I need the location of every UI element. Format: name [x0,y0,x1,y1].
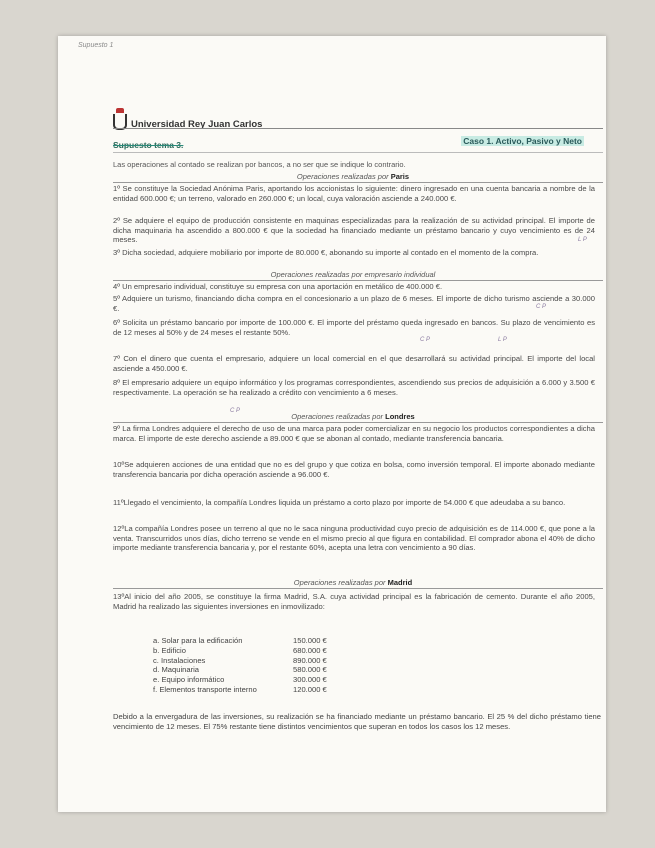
list-item: a. Solar para la edificación 150.000 € [153,636,327,645]
university-name: Universidad Rey Juan Carlos [131,119,263,130]
operation-7: 7º Con el dinero que cuenta el empresario, adquiere un local comercial en el que desarrollará su actividad principal. El importe del local asciende a 450.000 €. [113,354,595,373]
operation-1: 1º Se constituye la Sociedad Anónima Paris, aportando los accionistas lo siguiente: dinero ingresado en una cuenta bancaria a nombre de la entidad 600.000 €; un terreno, valorado en 260.000 €; un local, cuya valoración asciende a 240.000 €. [113,184,595,203]
section-londres: Operaciones realizadas por Londres [291,412,415,421]
document-title: Supuesto tema 3. [113,140,184,150]
urjc-logo-icon [113,108,127,130]
section-rule [113,182,603,183]
operation-11: 11ºLlegado el vencimiento, la compañía Londres liquida un préstamo a corto plazo por importe de 54.000 € que adeudaba a su banco. [113,498,566,507]
list-item: c. Instalaciones 890.000 € [153,655,327,665]
section-individual: Operaciones realizadas por empresario individual [270,270,436,279]
list-item: f. Elementos transporte interno 120.000 € [153,684,327,694]
closing-paragraph: Debido a la envergadura de las inversiones, su realización se ha financiado mediante un préstamo bancario. El 25 % del dicho préstamo tiene vencimiento de 12 meses. El 75% restante tiene distintos vencimientos que superan en todos los casos los 12 meses. [113,712,601,731]
operation-2: 2º Se adquiere el equipo de producción consistente en maquinas especializadas para la realización de su actividad principal. El importe de dicha maquinaria ha ascendido a 800.000 € que la sociedad ha financiado mediante un préstamo bancario y cuyo vencimiento es de 24 meses. [113,216,595,245]
university-logo [113,108,262,130]
section-rule [113,422,603,423]
list-item: b. Edificio 680.000 € [153,645,327,655]
operation-8: 8º El empresario adquiere un equipo informático y los programas correspondientes, ascendiendo sus precios de adquisición a 6.000 y 3.500 € respectivamente. La operación se ha realizado a crédito con vencimiento a 6 meses. [113,378,595,397]
handwritten-note: L P [498,337,507,343]
investment-list [153,636,327,695]
section-rule [113,588,603,589]
handwritten-note: C P [230,408,241,414]
handwritten-note: L P [578,237,587,243]
title-rule [113,152,603,153]
section-madrid: Operaciones realizadas por Madrid [293,578,413,587]
operation-6: 6º Solicita un préstamo bancario por importe de 100.000 €. El importe del préstamo queda ingresado en bancos. Su plazo de vencimiento es de 12 meses al 50% y de 24 meses el restante 50%. [113,318,595,337]
case-title: Caso 1. Activo, Pasivo y Neto [463,136,582,146]
operation-9: 9º La firma Londres adquiere el derecho de uso de una marca para poder comercializar en su negocio los productos correspondientes a dicha marca. El importe de este derecho asciende a 89.000 € que se abonan al contado, mediante transferencia bancaria. [113,424,595,443]
list-item: e. Equipo informático 300.000 € [153,675,327,685]
operation-3: 3º Dicha sociedad, adquiere mobiliario por importe de 80.000 €, abonando su importe al contado en el momento de la compra. [113,248,539,257]
handwritten-note: C P [536,304,547,310]
header-rule [113,128,603,129]
operation-13: 13ºAl inicio del año 2005, se constituye la firma Madrid, S.A. cuya actividad principal es la fabricación de cemento. Durante el año 2005, Madrid ha realizado las siguientes inversiones en inmovilizado: [113,592,595,611]
operation-4: 4º Un empresario individual, constituye su empresa con una aportación en metálico de 400.000 €. [113,282,443,291]
operation-5: 5º Adquiere un turismo, financiando dicha compra en el concesionario a un plazo de 6 meses. El importe de dicho turismo asciende a 30.000 €. [113,294,595,313]
operation-10: 10ºSe adquieren acciones de una entidad que no es del grupo y que cotiza en bolsa, como inversión temporal. El importe abonado mediante transferencia bancaria por dicha operación asciende a 96.000 €. [113,460,595,479]
corner-note: Supuesto 1 [78,42,114,49]
operation-12: 12ºLa compañía Londres posee un terreno al que no le saca ninguna productividad cuyo precio de adquisición es de 114.000 €, que pone a la venta. Transcurridos unos días, dicho terreno se vende en el mismo precio al que figura en contabilidad. El comprador abona el 40% de dicho importe mediante transferencia bancaria y, por el restante 60%, acepta una letra con vencimiento a 90 días. [113,524,595,553]
intro-text: Las operaciones al contado se realizan por bancos, a no ser que se indique lo contrario. [113,160,406,169]
section-rule [113,280,603,281]
handwritten-note: C P [420,337,431,343]
list-item: d. Maquinaria 580.000 € [153,665,327,675]
section-paris: Operaciones realizadas por Paris [296,172,410,181]
